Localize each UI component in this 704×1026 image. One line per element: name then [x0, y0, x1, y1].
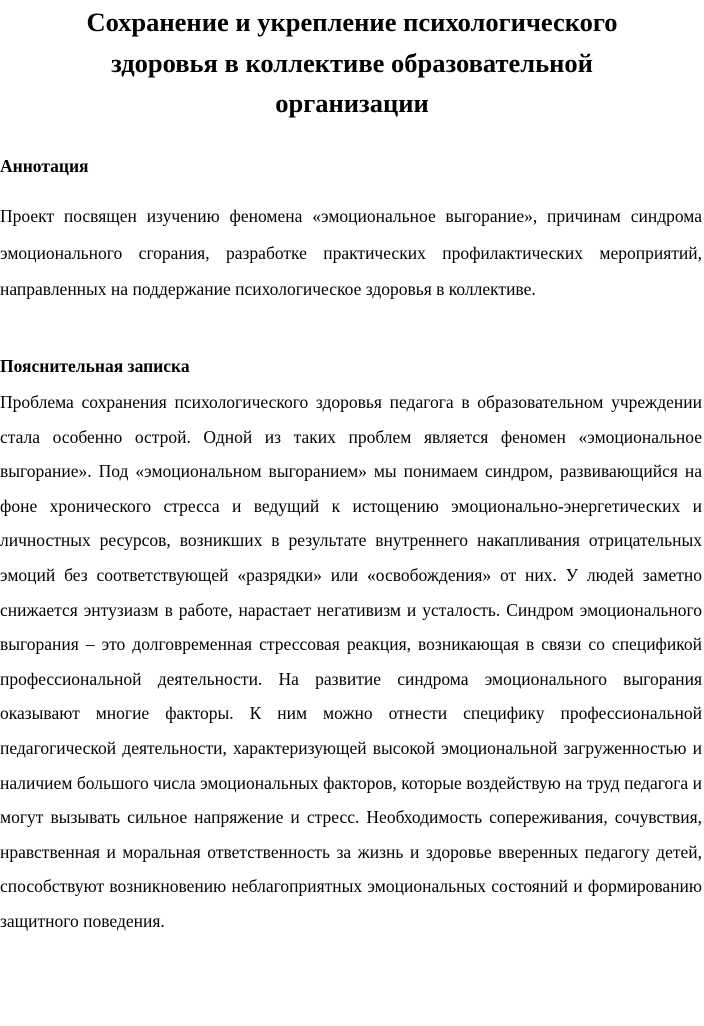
- annotation-paragraph: Проект посвящен изучению феномена «эмоциональное выгорание», причинам синдрома эмоционального сгорания, разработке практических профилактических мероприятий, направленных на поддержание психологическое здоровья в коллективе.: [0, 206, 702, 299]
- annotation-heading: Аннотация: [0, 156, 89, 176]
- explanatory-note-heading: Пояснительная записка: [0, 356, 190, 376]
- explanatory-note-paragraph: Проблема сохранения психологического здоровья педагога в образовательном учреждении стала особенно острой. Одной из таких проблем является феномен «эмоциональное выгорание». Под «эмоциональном выгоранием» мы понимаем синдром, развивающийся на фоне хронического стресса и ведущий к истощению эмоционально-энергетических и личностных ресурсов, возникших в результате внутреннего накапливания отрицательных эмоций без соответствующей «разрядки» или «освобождения» от них. У людей заметно снижается энтузиазм в работе, нарастает негативизм и усталость. Синдром эмоционального выгорания – это долговременная стрессовая реакция, возникающая в связи со спецификой профессиональной деятельности. На развитие синдрома эмоционального выгорания оказывают многие факторы. К ним можно отнести специфику профессиональной педагогической деятельности, характеризующей высокой эмоциональной загруженностью и наличием большого числа эмоциональных факторов, которые воздействую на труд педагога и могут вызывать сильное напряжение и стресс. Необходимость сопереживания, сочувствия, нравственная и моральная ответственность за жизнь и здоровье вверенных педагогу детей, способствуют возникновению неблагоприятных эмоциональных состояний и формированию защитного поведения.: [0, 392, 702, 931]
- document-title: Сохранение и укрепление психологического здоровья в коллективе образовательной организации: [86, 7, 618, 118]
